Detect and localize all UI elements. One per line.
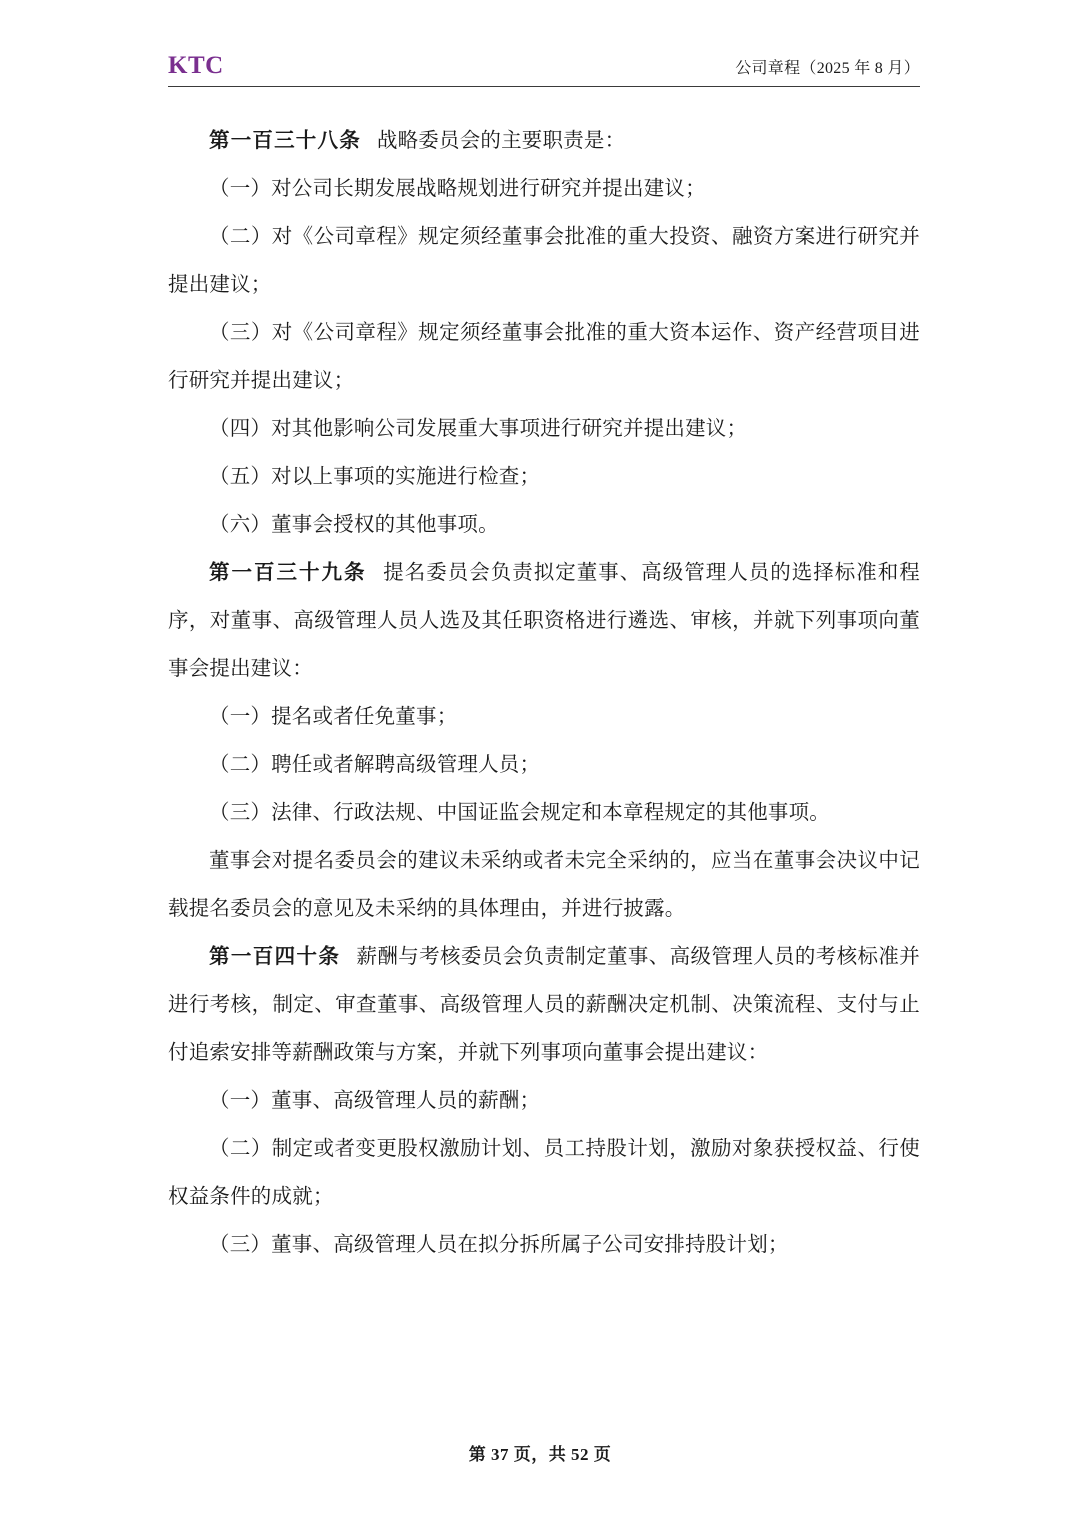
clause-item: （二）聘任或者解聘高级管理人员； [209,754,541,776]
clause-item: （五）对以上事项的实施进行检查； [209,466,541,488]
page-footer: 第 37 页，共 52 页 [468,1445,612,1464]
article-text: 薪酬与考核委员会负责制定董事、高级管理人员的考核标准并进行考核，制定、审查董事、高级管理人员的薪酬决定机制、决策流程、支付与止付追索安排等薪酬政策与方案，并就下列事项向董事会提出建议： [168,946,920,1064]
article-text: 战略委员会的主要职责是： [376,130,626,152]
article-number: 第一百四十条 [209,946,341,968]
clause-item: （三）董事、高级管理人员在拟分拆所属子公司安排持股计划； [209,1234,789,1256]
article-number: 第一百三十九条 [209,562,367,584]
clause-item: （一）董事、高级管理人员的薪酬； [209,1090,541,1112]
clause-item: （三）对《公司章程》规定须经董事会批准的重大资本运作、资产经营项目进行研究并提出建议； [168,322,920,392]
header-document-title: 公司章程（2025 年 8 月） [735,60,920,77]
article-number: 第一百三十八条 [209,130,361,152]
clause-item: （一）提名或者任免董事； [209,706,458,728]
article-paragraph [168,117,920,165]
clause-item: （二）制定或者变更股权激励计划、员工持股计划，激励对象获授权益、行使权益条件的成就； [168,1138,920,1208]
clause-item: （六）董事会授权的其他事项。 [209,514,499,536]
page-content [168,52,920,1269]
clause-item: （一）对公司长期发展战略规划进行研究并提出建议； [209,178,706,200]
article-body [168,117,920,1269]
article-paragraph [168,933,920,1077]
article-paragraph [168,549,920,693]
clause-item: （二）对《公司章程》规定须经董事会批准的重大投资、融资方案进行研究并提出建议； [168,226,920,296]
clause-item: （四）对其他影响公司发展重大事项进行研究并提出建议； [209,418,748,440]
company-logo: KTC [168,52,224,79]
clause-item: （三）法律、行政法规、中国证监会规定和本章程规定的其他事项。 [209,802,830,824]
paragraph: 董事会对提名委员会的建议未采纳或者未完全采纳的，应当在董事会决议中记载提名委员会的意见及未采纳的具体理由，并进行披露。 [168,850,920,920]
article-text: 提名委员会负责拟定董事、高级管理人员的选择标准和程序，对董事、高级管理人员人选及其任职资格进行遴选、审核，并就下列事项向董事会提出建议： [168,562,920,680]
page-header [168,52,920,87]
